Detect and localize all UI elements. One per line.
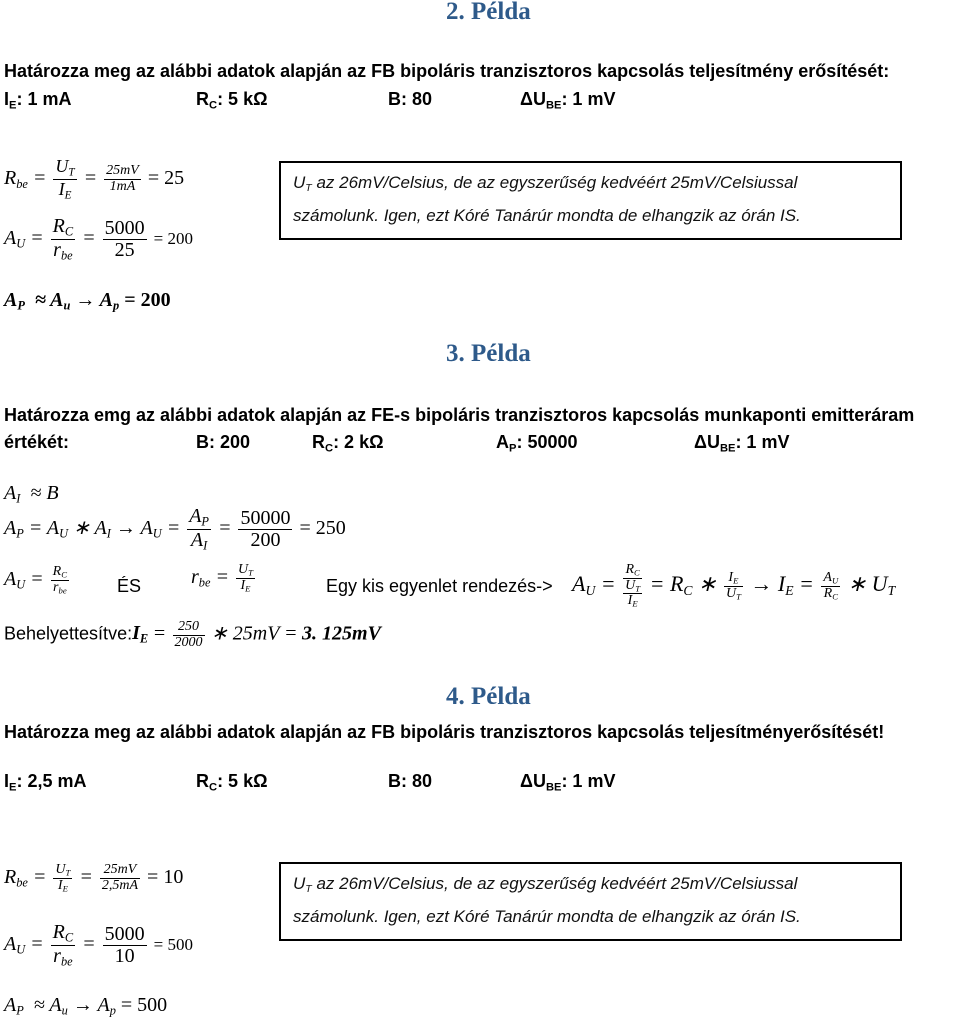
ex2-param-rc: $R_C$: 5 kΩ bbox=[196, 89, 268, 112]
ex2-task: Határozza meg az alábbi adatok alapján az FB bipoláris tranzisztoros kapcsolás teljesítmény erősítését: bbox=[4, 61, 890, 81]
ex4-param-b: B: 80 bbox=[388, 771, 433, 791]
ex3-rearranged-equation: $A_U$ = $R_C$ $U_T$ $I_E$ = $R_C$ ∗ $\frac{I_E}{U_T}$ → $I_E$ = $\frac{A_U}{R_C}$ ∗ $U_T$ bbox=[572, 562, 896, 609]
ex2-heading: 2. Példa bbox=[446, 0, 531, 25]
ex3-ai-approx: $A_I \approx B$ bbox=[4, 482, 59, 506]
ex2-note-box bbox=[279, 161, 902, 240]
ex2-param-b: B: 80 bbox=[388, 89, 433, 109]
ex2-param-ie: $I_E$: 1 mA bbox=[4, 89, 72, 112]
ex3-au-rc-equation: $A_U$ = $\frac{R_C}{r_{be}}$ bbox=[4, 564, 68, 596]
ex3-param-b: B: 200 bbox=[196, 432, 251, 452]
ex4-note-text: $U_T$ az 26mV/Celsius, de az egyszerűség kedvéért 25mV/Celsiussal számolunk. Igen, ezt Kóré Tanárúr mondta de elhangzik az órán IS. bbox=[293, 874, 801, 927]
ex3-es-label: ÉS bbox=[117, 576, 142, 596]
ex4-final-equation: $A_P \approx A_u \to A_p = 500$ bbox=[4, 994, 168, 1018]
ex3-substitution: $Behelyettesítve:I_E$ = $\frac{250}{2000}$ ∗ 25mV = 3. 125mV bbox=[4, 619, 381, 650]
ex2-final-equation: $A_P \approx A_u \to A_p = 200$ bbox=[4, 289, 171, 313]
ex3-rearrange-label: Egy kis egyenlet rendezés-> bbox=[326, 576, 553, 596]
ex2-rbe-equation: $R_{be}$ = $\frac{U_T}{I_E}$ = $\frac{25mV}{1mA}$ = 25 bbox=[4, 156, 185, 202]
ex3-task-line2: értékét: bbox=[4, 432, 70, 452]
ex2-note-text: $U_T$ az 26mV/Celsius, de az egyszerűség kedvéért 25mV/Celsiussal számolunk. Igen, ezt Kóré Tanárúr mondta de elhangzik az órán IS. bbox=[293, 173, 801, 226]
ex3-ap-equation: $A_P = A_U$ ∗ $A_I \to A_U$ = $\frac{A_P}{A_I}$ = $\frac{50000}{200}$ = 250 bbox=[4, 505, 346, 553]
ex3-rbe-equation: $r_{be}$ = $\frac{U_T}{I_E}$ bbox=[191, 562, 253, 594]
ex4-param-dube: $\Delta U_{BE}$: 1 mV bbox=[520, 771, 616, 794]
ex3-param-ap: $A_P$: 50000 bbox=[496, 432, 578, 455]
ex4-heading: 4. Példa bbox=[446, 683, 531, 710]
ex4-rbe-equation: $R_{be}$ = $\frac{U_T}{I_E}$ = $\frac{25mV}{2,5mA}$ = 10 bbox=[4, 862, 184, 894]
ex4-task: Határozza meg az alábbi adatok alapján az FB bipoláris tranzisztoros kapcsolás teljesítményerősítését! bbox=[4, 722, 885, 742]
ex4-param-rc: $R_C$: 5 kΩ bbox=[196, 771, 268, 794]
ex2-au-equation: $A_U$ = $\frac{R_C}{r_{be}}$ = $\frac{5000}{25}$ = 200 bbox=[4, 215, 193, 263]
ex3-param-dube: $\Delta U_{BE}$: 1 mV bbox=[694, 432, 790, 455]
ex4-note-box bbox=[279, 862, 902, 941]
ex3-param-rc: $R_C$: 2 kΩ bbox=[312, 432, 384, 455]
ex2-param-dube: $\Delta U_{BE}$: 1 mV bbox=[520, 89, 616, 112]
ex3-task-line1: Határozza emg az alábbi adatok alapján az FE-s bipoláris tranzisztoros kapcsolás munkaponti emitteráram bbox=[4, 405, 915, 425]
ex4-au-equation: $A_U$ = $\frac{R_C}{r_{be}}$ = $\frac{5000}{10}$ = 500 bbox=[4, 921, 193, 969]
ex4-param-ie: $I_E$: 2,5 mA bbox=[4, 771, 87, 794]
ex3-heading: 3. Példa bbox=[446, 340, 531, 367]
